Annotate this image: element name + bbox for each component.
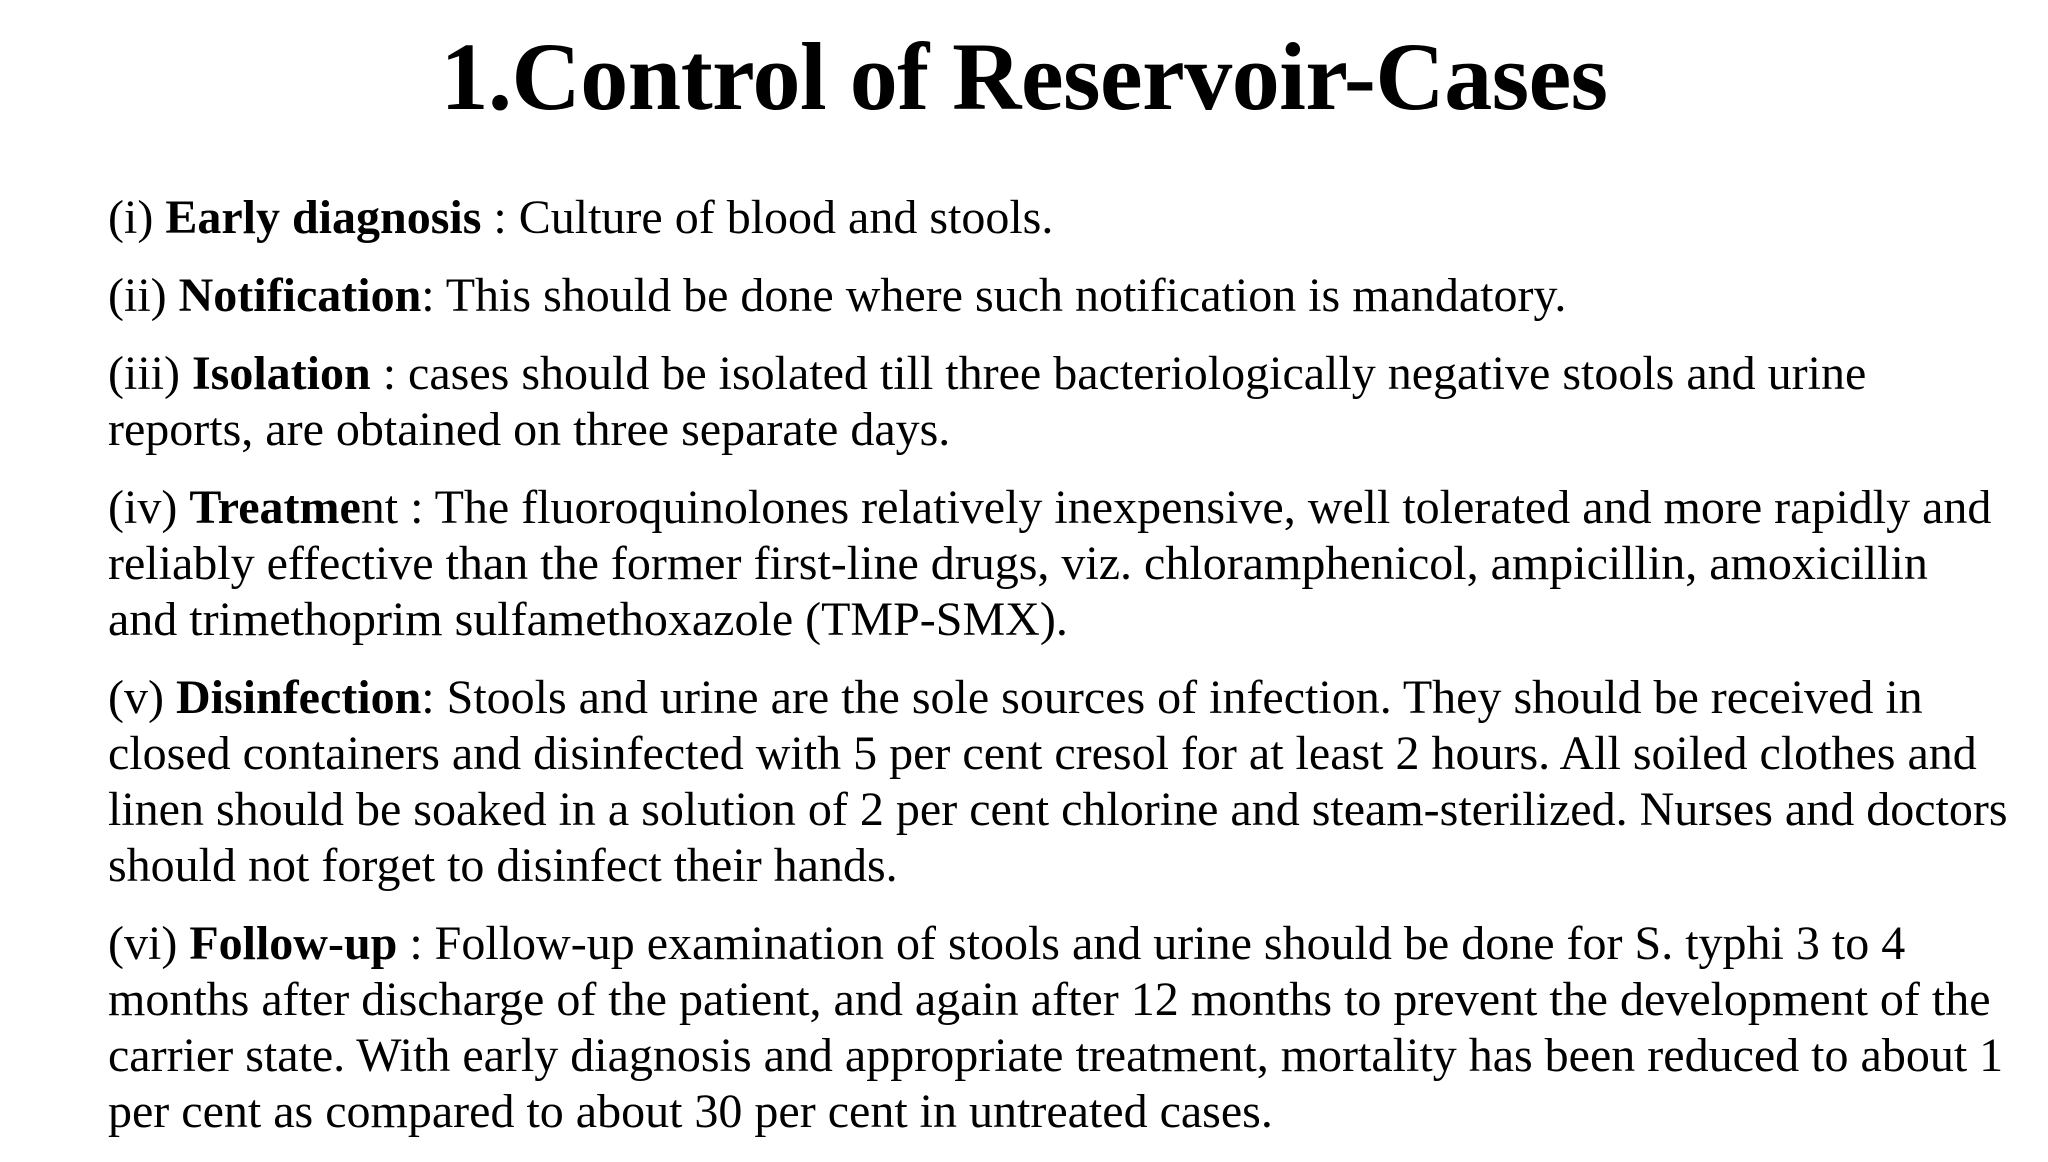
- item-text: : This should be done where such notification is mandatory.: [421, 269, 1567, 322]
- item-prefix: (v): [108, 671, 176, 724]
- item-text: : Culture of blood and stools.: [481, 191, 1054, 244]
- item-label: Disinfection: [175, 671, 422, 724]
- item-text: : Stools and urine are the sole sources of infection. They should be received in closed containers and disinfected with 5 per cent cresol for at least 2 hours. All soiled clothes and linen should be soaked in a solution of 2 per cent chlorine and steam-sterilized. Nurses and doctors should not forget to disinfect their hands.: [108, 671, 2008, 892]
- item-prefix: (ii): [108, 269, 179, 322]
- item-text: : cases should be isolated till three bacteriologically negative stools and urine reports, are obtained on three separate days.: [108, 347, 1867, 456]
- item-label: Early diagnosis: [165, 191, 482, 244]
- item-label: Treatme: [189, 481, 361, 534]
- item-text: : Follow-up examination of stools and urine should be done for S. typhi 3 to 4 months after discharge of the patient, and again after 12 months to prevent the development of the carrier state. With early diagnosis and appropriate treatment, mortality has been reduced to about 1 per cent as compared to about 30 per cent in untreated cases.: [108, 917, 2004, 1138]
- list-item-disinfection: [108, 670, 2008, 894]
- list-item-treatment: [108, 480, 2008, 648]
- slide-title: 1.Control of Reservoir-Cases: [440, 23, 1608, 130]
- item-prefix: (vi): [108, 917, 190, 970]
- item-prefix: (iv): [108, 481, 190, 534]
- list-item-early-diagnosis: [108, 190, 2008, 246]
- item-text: : The fluoroquinolones relatively inexpensive, well tolerated and more rapidly and reliably effective than the former first-line drugs, viz. chloramphenicol, ampicillin, amoxicillin and trimethoprim sulfamethoxazole (TMP-SMX).: [108, 481, 1992, 646]
- slide-content: [108, 190, 2008, 1162]
- list-item-notification: [108, 268, 2008, 324]
- item-label: Notification: [178, 269, 422, 322]
- item-prefix: (iii): [108, 347, 192, 400]
- item-label: Follow-up: [189, 917, 398, 970]
- list-item-isolation: [108, 346, 2008, 458]
- list-item-follow-up: [108, 916, 2008, 1140]
- item-label-tail: nt: [360, 481, 399, 534]
- item-label: Isolation: [191, 347, 371, 400]
- item-prefix: (i): [108, 191, 166, 244]
